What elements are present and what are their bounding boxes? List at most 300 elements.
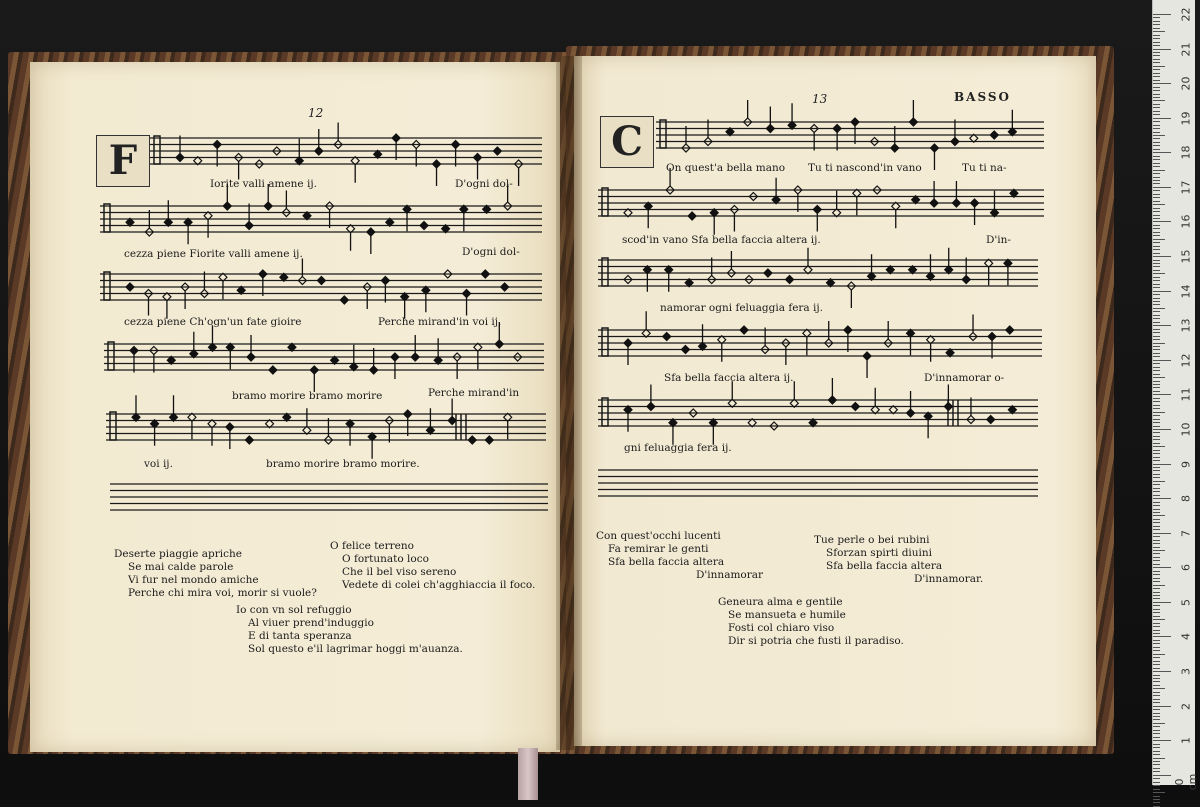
ruler-tick — [1153, 349, 1160, 350]
ruler-tick — [1153, 436, 1160, 437]
ruler-number: 12 — [1179, 353, 1193, 368]
ruler-tick — [1153, 391, 1160, 392]
poem-line: D'innamorar — [696, 569, 764, 581]
staff-4 — [104, 338, 544, 378]
poem-line: Sfa bella faccia altera — [826, 560, 943, 572]
ruler-tick — [1153, 543, 1160, 544]
ruler-tick — [1153, 626, 1160, 627]
ruler-tick — [1153, 104, 1160, 105]
ruler-tick — [1153, 768, 1160, 769]
ruler-tick — [1153, 560, 1160, 561]
ruler-tick — [1153, 529, 1160, 530]
ruler-tick — [1153, 159, 1160, 160]
ruler-tick — [1153, 453, 1160, 454]
ruler-tick — [1153, 246, 1160, 247]
ruler-number: 16 — [1179, 214, 1193, 229]
poem-line: E di tanta speranza — [248, 630, 352, 642]
poem-line: Fosti col chiaro viso — [728, 622, 835, 634]
right-poem-stanza-1 — [596, 530, 763, 582]
ruler-tick — [1153, 52, 1160, 53]
ruler-tick — [1153, 443, 1160, 444]
ruler-tick — [1153, 128, 1160, 129]
ruler-tick — [1153, 83, 1171, 84]
lyric-line-3a: cezza piene Ch'ogn'un fate gioire — [124, 316, 302, 328]
ruler-tick — [1153, 135, 1165, 136]
lyric-line-1a: Iorite valli amene ij. — [210, 178, 317, 190]
ruler-tick — [1153, 512, 1160, 513]
ruler-tick — [1153, 671, 1171, 672]
poem-line: Perche chi mira voi, morir si vuole? — [128, 587, 317, 599]
ruler-tick — [1153, 782, 1160, 783]
ruler-number: 21 — [1179, 42, 1193, 57]
ruler-tick — [1153, 567, 1171, 568]
lyric-line-4b: Perche mirand'in — [428, 387, 520, 399]
ruler-number: 5 — [1179, 598, 1193, 606]
ruler-tick — [1153, 381, 1160, 382]
ruler-tick — [1153, 664, 1160, 665]
ruler-number: 22 — [1179, 7, 1193, 22]
poem-line: Sol questo e'il lagrimar hoggi m'auanza. — [248, 643, 463, 655]
ruler-tick — [1153, 636, 1171, 637]
ruler-tick — [1153, 564, 1160, 565]
ruler-tick — [1153, 211, 1160, 212]
ruler-tick — [1153, 235, 1160, 236]
lyric-r-1a: On quest'a bella mano — [666, 162, 786, 174]
ruler-tick — [1153, 581, 1160, 582]
ruler-tick — [1153, 426, 1160, 427]
ruler-tick — [1153, 125, 1160, 126]
poem-line: D'innamorar. — [914, 573, 984, 585]
ruler-tick — [1153, 464, 1171, 465]
ruler-tick — [1153, 142, 1160, 143]
staff-1 — [150, 132, 542, 172]
ruler-tick — [1153, 325, 1171, 326]
ruler-tick — [1153, 640, 1160, 641]
ruler-tick — [1153, 363, 1160, 364]
ruler-number: 19 — [1179, 111, 1193, 126]
ruler-tick — [1153, 301, 1160, 302]
ruler-tick — [1153, 100, 1165, 101]
ruler-number: 8 — [1179, 495, 1193, 503]
poem-line: Che il bel viso sereno — [342, 566, 457, 578]
ruler-tick — [1153, 360, 1171, 361]
ruler-tick — [1153, 249, 1160, 250]
ruler-tick — [1153, 266, 1160, 267]
lyric-line-5b: bramo morire bramo morire. — [266, 458, 420, 470]
ruler-tick — [1153, 432, 1160, 433]
ruler-tick — [1153, 668, 1160, 669]
staff-r3 — [598, 254, 1038, 294]
ruler-tick — [1153, 343, 1165, 344]
ruler-tick — [1153, 111, 1160, 112]
ruler-tick — [1153, 491, 1160, 492]
ruler-tick — [1153, 208, 1160, 209]
ruler-tick — [1153, 415, 1160, 416]
ruler-tick — [1153, 602, 1171, 603]
ruler-tick — [1153, 616, 1160, 617]
poem-line: Fa remirar le genti — [608, 543, 709, 555]
ruler-tick — [1153, 55, 1160, 56]
ruler-tick — [1153, 253, 1160, 254]
ruler-tick — [1153, 62, 1160, 63]
ruler-tick — [1153, 481, 1165, 482]
ruler-tick — [1153, 145, 1160, 146]
staff-r6-empty — [598, 464, 1038, 514]
ruler-tick — [1153, 457, 1160, 458]
ruler-tick — [1153, 477, 1160, 478]
ruler-number: 1 — [1179, 737, 1193, 745]
ruler-tick — [1153, 401, 1160, 402]
lyric-r-4a: Sfa bella faccia altera ij. — [664, 372, 794, 384]
ruler-tick — [1153, 304, 1160, 305]
ruler-tick — [1153, 633, 1160, 634]
ruler-tick — [1153, 764, 1160, 765]
poem-line: Deserte piaggie apriche — [114, 548, 242, 560]
ruler-tick — [1153, 754, 1160, 755]
ruler-tick — [1153, 488, 1160, 489]
ruler-tick — [1153, 623, 1160, 624]
staff-3 — [100, 268, 542, 308]
ruler-tick — [1153, 792, 1165, 793]
ruler-tick — [1153, 536, 1160, 537]
ruler-tick — [1153, 661, 1160, 662]
ruler-tick — [1153, 758, 1165, 759]
poem-line: Dir si potria che fusti il paradiso. — [728, 635, 904, 647]
ruler-tick — [1153, 387, 1160, 388]
ruler-number: 17 — [1179, 180, 1193, 195]
ruler-tick — [1153, 132, 1160, 133]
ruler-tick — [1153, 789, 1160, 790]
ruler-tick — [1153, 197, 1160, 198]
ruler-number: 15 — [1179, 249, 1193, 264]
ruler-tick — [1153, 630, 1160, 631]
ruler-tick — [1153, 740, 1171, 741]
ruler-tick — [1153, 681, 1160, 682]
ruler-tick — [1153, 49, 1171, 50]
poem-line: Sfa bella faccia altera — [608, 556, 725, 568]
ruler-tick — [1153, 605, 1160, 606]
ruler-tick — [1153, 505, 1160, 506]
ruler-tick — [1153, 585, 1165, 586]
ruler-tick — [1153, 557, 1160, 558]
ruler-number: 6 — [1179, 564, 1193, 572]
ruler-tick — [1153, 173, 1160, 174]
lyric-line-1b: D'ogni dol- — [455, 178, 513, 190]
staff-r1 — [656, 116, 1044, 156]
ruler-tick — [1153, 574, 1160, 575]
ruler-tick — [1153, 422, 1160, 423]
poem-line: Se mai calde parole — [128, 561, 234, 573]
ruler-tick — [1153, 256, 1171, 257]
ruler-tick — [1153, 730, 1160, 731]
ruler-tick — [1153, 94, 1160, 95]
ruler-tick — [1153, 339, 1160, 340]
ruler-tick — [1153, 723, 1165, 724]
measurement-ruler — [1152, 0, 1199, 791]
ruler-tick — [1153, 121, 1160, 122]
ruler-tick — [1153, 519, 1160, 520]
ruler-tick — [1153, 294, 1160, 295]
poem-line: Geneura alma e gentile — [718, 596, 843, 608]
ruler-tick — [1153, 318, 1160, 319]
ruler-number: 7 — [1179, 529, 1193, 537]
ruler-tick — [1153, 522, 1160, 523]
ruler-tick — [1153, 643, 1160, 644]
ruler-number: 2 — [1179, 702, 1193, 710]
ruler-tick — [1153, 180, 1160, 181]
ruler-tick — [1153, 553, 1160, 554]
ruler-tick — [1153, 474, 1160, 475]
ruler-tick — [1153, 484, 1160, 485]
ruler-tick — [1153, 654, 1165, 655]
ruler-tick — [1153, 619, 1165, 620]
ruler-number: 11 — [1179, 387, 1193, 402]
ruler-number: 13 — [1179, 318, 1193, 333]
ruler-tick — [1153, 685, 1160, 686]
ruler-tick — [1153, 17, 1160, 18]
ruler-tick — [1153, 688, 1165, 689]
ruler-tick — [1153, 14, 1171, 15]
ruler-tick — [1153, 336, 1160, 337]
ruler-number: 0 cm — [1173, 773, 1199, 791]
ruler-tick — [1153, 692, 1160, 693]
staff-r4 — [598, 324, 1042, 364]
ruler-tick — [1153, 588, 1160, 589]
ruler-tick — [1153, 315, 1160, 316]
ruler-tick — [1153, 526, 1160, 527]
ruler-tick — [1153, 239, 1165, 240]
ruler-tick — [1153, 726, 1160, 727]
ruler-tick — [1153, 35, 1160, 36]
poem-line: O felice terreno — [330, 540, 414, 552]
ruler-tick — [1153, 802, 1160, 803]
ruler-tick — [1153, 771, 1160, 772]
poem-line: Vedete di colei ch'agghiaccia il foco. — [342, 579, 536, 591]
poem-line: Sforzan spirti diuini — [826, 547, 933, 559]
ruler-tick — [1153, 439, 1160, 440]
poem-line: Al viuer prend'induggio — [248, 617, 374, 629]
lyric-r-4b: D'innamorar o- — [924, 372, 1005, 384]
ruler-tick — [1153, 609, 1160, 610]
lyric-line-3b: Perche mirand'in voi ij, — [378, 316, 502, 328]
ruler-tick — [1153, 650, 1160, 651]
ruler-tick — [1153, 218, 1160, 219]
ruler-tick — [1153, 166, 1160, 167]
ruler-tick — [1153, 90, 1160, 91]
ruler-tick — [1153, 232, 1160, 233]
ruler-tick — [1153, 183, 1160, 184]
ruler-tick — [1153, 598, 1160, 599]
ruler-tick — [1153, 374, 1160, 375]
ruler-tick — [1153, 778, 1160, 779]
left-poem-stanza-2 — [330, 540, 535, 592]
ruler-tick — [1153, 796, 1160, 797]
ruler-number: 9 — [1179, 460, 1193, 468]
ruler-tick — [1153, 311, 1160, 312]
ruler-tick — [1153, 87, 1160, 88]
voice-part-heading: BASSO — [954, 90, 1011, 104]
ruler-tick — [1153, 678, 1160, 679]
ruler-tick — [1153, 747, 1160, 748]
ruler-tick — [1153, 291, 1171, 292]
ruler-tick — [1153, 114, 1160, 115]
ruler-tick — [1153, 107, 1160, 108]
ruler-tick — [1153, 495, 1160, 496]
ruler-tick — [1153, 647, 1160, 648]
ruler-tick — [1153, 38, 1160, 39]
ruler-tick — [1153, 225, 1160, 226]
ruler-tick — [1153, 42, 1160, 43]
ruler-tick — [1153, 751, 1160, 752]
ruler-number: 20 — [1179, 76, 1193, 91]
ruler-tick — [1153, 716, 1160, 717]
ruler-tick — [1153, 405, 1160, 406]
lyric-r-2a: scod'in vano Sfa bella faccia altera ij. — [622, 234, 821, 246]
ruler-tick — [1153, 408, 1160, 409]
ruler-tick — [1153, 571, 1160, 572]
ruler-tick — [1153, 59, 1160, 60]
staff-6-empty — [110, 478, 548, 528]
poem-line: Se mansueta e humile — [728, 609, 846, 621]
ruler-tick — [1153, 228, 1160, 229]
ruler-tick — [1153, 515, 1165, 516]
ruler-tick — [1153, 429, 1171, 430]
staff-2 — [100, 200, 542, 240]
ruler-tick — [1153, 394, 1171, 395]
ruler-tick — [1153, 498, 1171, 499]
ruler-tick — [1153, 149, 1160, 150]
ruler-tick — [1153, 66, 1165, 67]
poem-line: O fortunato loco — [342, 553, 429, 565]
ruler-tick — [1153, 733, 1160, 734]
right-folio-number: 13 — [812, 92, 828, 106]
ruler-tick — [1153, 550, 1165, 551]
lyric-r-1b: Tu ti nascond'in vano — [808, 162, 922, 174]
ruler-tick — [1153, 446, 1165, 447]
ruler-tick — [1153, 263, 1160, 264]
ruler-tick — [1153, 332, 1160, 333]
ruler-number: 18 — [1179, 145, 1193, 160]
staff-r2 — [598, 184, 1044, 224]
ruler-tick — [1153, 699, 1160, 700]
ruler-tick — [1153, 215, 1160, 216]
lyric-line-4a: bramo morire bramo morire — [232, 390, 383, 402]
left-folio-number: 12 — [308, 106, 324, 120]
ruler-tick — [1153, 73, 1160, 74]
staff-5 — [106, 408, 546, 448]
ruler-tick — [1153, 152, 1171, 153]
ruler-tick — [1153, 69, 1160, 70]
ruler-tick — [1153, 287, 1160, 288]
ruler-tick — [1153, 177, 1160, 178]
poem-line: Con quest'occhi lucenti — [596, 530, 721, 542]
ruler-tick — [1153, 412, 1165, 413]
ruler-tick — [1153, 242, 1160, 243]
staff-r5 — [598, 394, 1038, 434]
lyric-r-1c: Tu ti na- — [962, 162, 1007, 174]
bookmark-ribbon — [518, 748, 538, 800]
lyric-r-3: namorar ogni feluaggia fera ij. — [660, 302, 823, 314]
lyric-line-2a: cezza piene Fiorite valli amene ij. — [124, 248, 303, 260]
ruler-tick — [1153, 785, 1160, 786]
ruler-tick — [1153, 24, 1160, 25]
ruler-tick — [1153, 284, 1160, 285]
ruler-tick — [1153, 675, 1160, 676]
ruler-tick — [1153, 187, 1171, 188]
ruler-tick — [1153, 260, 1160, 261]
ruler-number: 10 — [1179, 422, 1193, 437]
ruler-tick — [1153, 592, 1160, 593]
lyric-r-5: gni feluaggia fera ij. — [624, 442, 732, 454]
left-poem-stanza-1 — [114, 548, 317, 600]
ruler-tick — [1153, 356, 1160, 357]
poem-line: Vi fur nel mondo amiche — [128, 574, 259, 586]
ruler-tick — [1153, 80, 1160, 81]
ruler-tick — [1153, 45, 1160, 46]
ruler-tick — [1153, 775, 1171, 776]
ruler-tick — [1153, 695, 1160, 696]
poem-line: Io con vn sol refuggio — [236, 604, 352, 616]
right-poem-stanza-2 — [814, 534, 983, 586]
ruler-number: 3 — [1179, 668, 1193, 676]
ruler-tick — [1153, 702, 1160, 703]
lyric-line-5a: voi ij. — [144, 458, 173, 470]
ruler-tick — [1153, 502, 1160, 503]
ruler-tick — [1153, 163, 1160, 164]
ruler-tick — [1153, 706, 1171, 707]
ruler-tick — [1153, 204, 1165, 205]
ruler-tick — [1153, 612, 1160, 613]
ruler-tick — [1153, 719, 1160, 720]
ruler-tick — [1153, 450, 1160, 451]
lyric-line-2b: D'ogni dol- — [462, 246, 520, 258]
ruler-tick — [1153, 367, 1160, 368]
ruler-tick — [1153, 657, 1160, 658]
ruler-tick — [1153, 377, 1165, 378]
ruler-tick — [1153, 578, 1160, 579]
ruler-tick — [1153, 460, 1160, 461]
ruler-tick — [1153, 737, 1160, 738]
ruler-tick — [1153, 467, 1160, 468]
ruler-tick — [1153, 346, 1160, 347]
ruler-tick — [1153, 156, 1160, 157]
ruler-tick — [1153, 709, 1160, 710]
ruler-tick — [1153, 595, 1160, 596]
ruler-tick — [1153, 118, 1171, 119]
ruler-tick — [1153, 713, 1160, 714]
ruler-tick — [1153, 97, 1160, 98]
book-gutter — [556, 56, 582, 750]
decorated-initial-f: F — [96, 135, 150, 187]
ruler-tick — [1153, 21, 1160, 22]
ruler-tick — [1153, 384, 1160, 385]
ruler-tick — [1153, 170, 1165, 171]
poem-line: Tue perle o bei rubini — [814, 534, 930, 546]
ruler-tick — [1153, 76, 1160, 77]
ruler-tick — [1153, 470, 1160, 471]
ruler-tick — [1153, 201, 1160, 202]
ruler-number: 14 — [1179, 284, 1193, 299]
ruler-tick — [1153, 398, 1160, 399]
ruler-tick — [1153, 419, 1160, 420]
ruler-tick — [1153, 329, 1160, 330]
ruler-tick — [1153, 744, 1160, 745]
ruler-tick — [1153, 533, 1171, 534]
ruler-tick — [1153, 322, 1160, 323]
ruler-tick — [1153, 540, 1160, 541]
ruler-tick — [1153, 270, 1160, 271]
ruler-number: 4 — [1179, 633, 1193, 641]
